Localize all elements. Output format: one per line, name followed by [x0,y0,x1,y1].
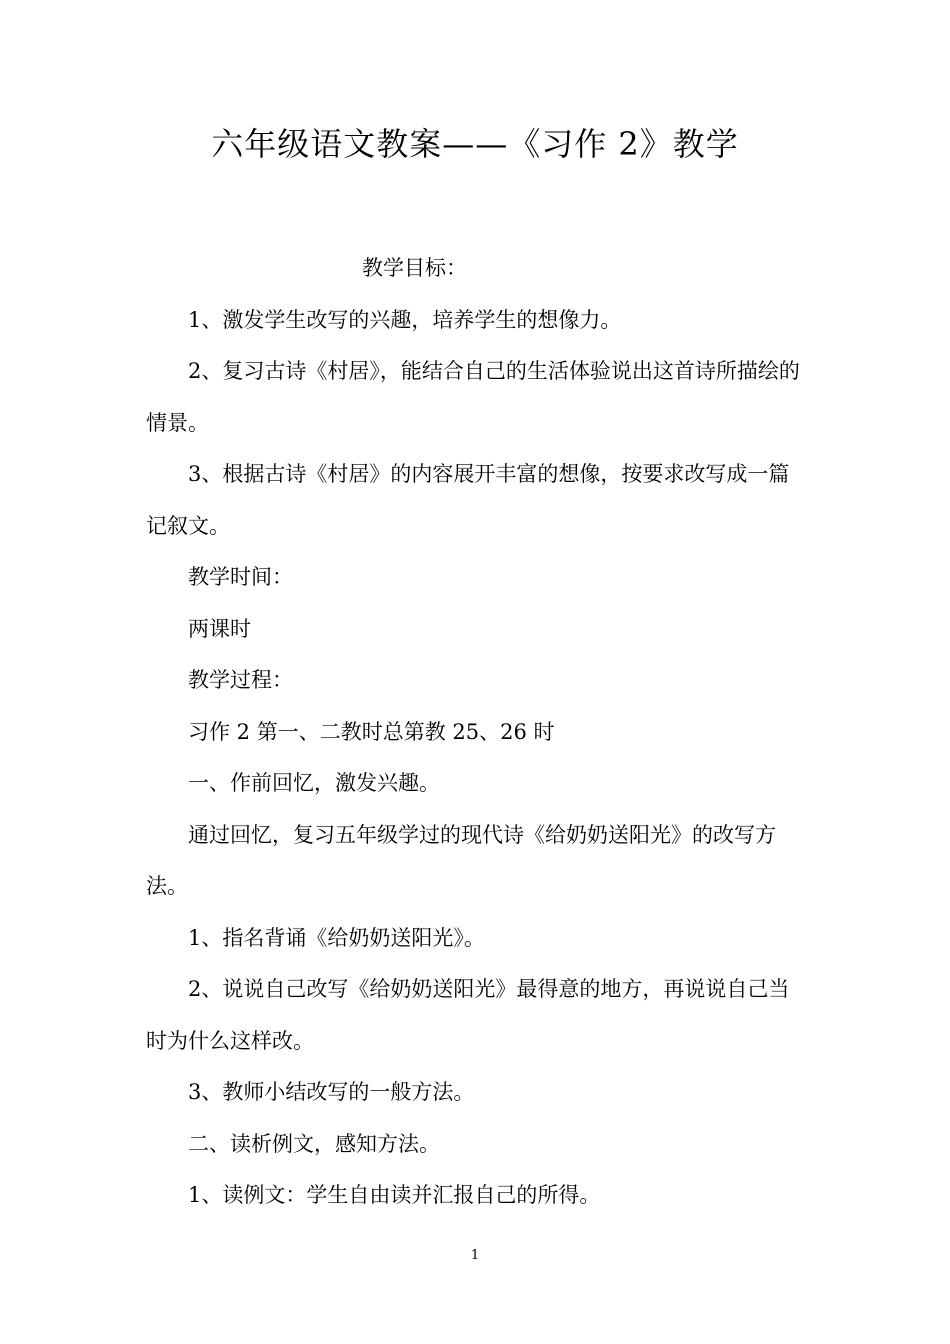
page-number: 1 [470,1248,480,1263]
document-title: 六年级语文教案——《习作 2》教学 [211,125,739,163]
teaching-time-value: 两课时 [188,616,251,641]
lesson-period-line: 习作 2 第一、二教时总第教 25、26 时 [188,719,555,744]
step-1-item-1: 1、指名背诵《给奶奶送阳光》。 [188,925,485,950]
section-heading-teaching-goals: 教学目标： [362,256,467,280]
step-heading-1: 一、作前回忆，激发兴趣。 [188,771,440,795]
step-1-item-3: 3、教师小结改写的一般方法。 [188,1080,475,1104]
document-body [146,243,810,1222]
goal-item-1: 1、激发学生改写的兴趣，培养学生的想像力。 [188,307,622,332]
step-2-item-1: 1、读例文：学生自由读并汇报自己的所得。 [188,1183,601,1207]
step-1-item-2: 2、说说自己改写《给奶奶送阳光》最得意的地方，再说说自己当时为什么这样改。 [146,977,790,1053]
section-heading-teaching-time: 教学时间： [188,565,293,589]
goal-item-2: 2、复习古诗《村居》，能结合自己的生活体验说出这首诗所描绘的情景。 [146,359,800,435]
step-heading-2: 二、读析例文，感知方法。 [188,1131,440,1156]
goal-item-3: 3、根据古诗《村居》的内容展开丰富的想像，按要求改写成一篇记叙文。 [146,462,790,538]
step-1-description: 通过回忆，复习五年级学过的现代诗《给奶奶送阳光》的改写方法。 [146,822,776,898]
section-heading-teaching-process: 教学过程： [188,668,293,692]
